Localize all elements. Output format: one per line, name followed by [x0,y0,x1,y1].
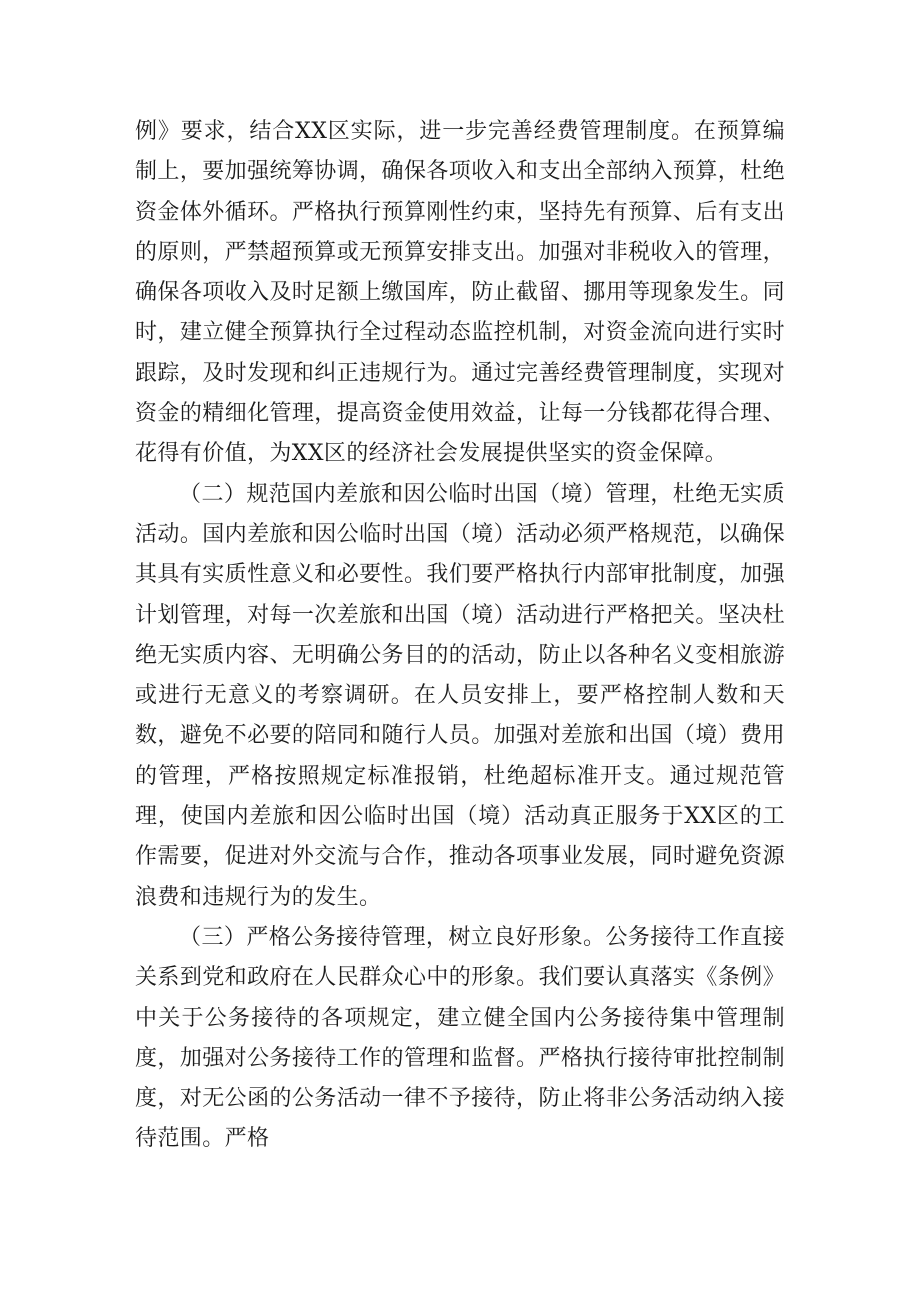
paragraph-section-three: （三）严格公务接待管理，树立良好形象。公务接待工作直接关系到党和政府在人民群众心中的形象。我们要认真落实《条例》中关于公务接待的各项规定，建立健全国内公务接待集中管理制度，加强对公务接待工作的管理和监督。严格执行接待审批控制制度，对无公函的公务活动一律不予接待，防止将非公务活动纳入接待范围。严格 [135,924,785,1152]
paragraph-section-two: （二）规范国内差旅和因公临时出国（境）管理，杜绝无实质活动。国内差旅和因公临时出国（境）活动必须严格规范，以确保其具有实质性意义和必要性。我们要严格执行内部审批制度，加强计划管理，对每一次差旅和出国（境）活动进行严格把关。坚决杜绝无实质内容、无明确公务目的的活动，防止以各种名义变相旅游或进行无意义的考察调研。在人员安排上，要严格控制人数和天数，避免不必要的陪同和随行人员。加强对差旅和出国（境）费用的管理，严格按照规定标准报销，杜绝超标准开支。通过规范管理，使国内差旅和因公临时出国（境）活动真正服务于XX区的工作需要，促进对外交流与合作，推动各项事业发展，同时避免资源浪费和违规行为的发生。 [135,481,785,910]
paragraph-continued: 例》要求，结合XX区实际，进一步完善经费管理制度。在预算编制上，要加强统筹协调，确保各项收入和支出全部纳入预算，杜绝资金体外循环。严格执行预算刚性约束，坚持先有预算、后有支出的原则，严禁超预算或无预算安排支出。加强对非税收入的管理，确保各项收入及时足额上缴国库，防止截留、挪用等现象发生。同时，建立健全预算执行全过程动态监控机制，对资金流向进行实时跟踪，及时发现和纠正违规行为。通过完善经费管理制度，实现对资金的精细化管理，提高资金使用效益，让每一分钱都花得合理、花得有价值，为XX区的经济社会发展提供坚实的资金保障。 [135,119,785,467]
document-body [135,112,785,1160]
